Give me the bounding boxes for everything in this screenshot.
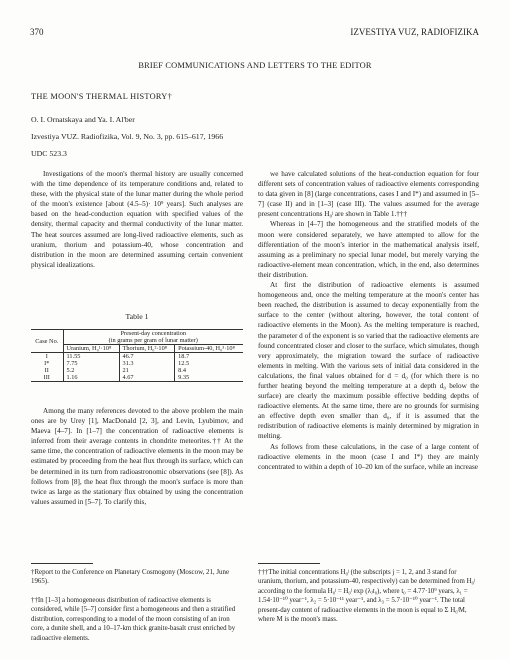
case-header: Case No. (31, 330, 63, 353)
footnote-conference: †Report to the Conference on Planetary Cosmogony (Moscow, 21, June 1965). (31, 569, 230, 586)
paragraph: Whereas in [4–7] the homogeneous and the stratified models of the moon were considered separately, we have attempted to allow for the differentiation of the moon's interior in the mathematical analysis itself, assuming as a preliminary no special lunar model, but merely varying the radioactive-element mean concentration, which, in the end, also determines their distribution. (258, 220, 479, 279)
left-column-top (31, 169, 243, 270)
concentration-table (31, 329, 243, 382)
table-row: II 5.2 21 8.4 (31, 367, 243, 374)
table-row: I* 7.75 31.3 12.5 (31, 360, 243, 367)
authors: O. I. Ornatskaya and Ya. I. Al'ber (31, 115, 135, 124)
table-1 (31, 312, 243, 392)
group-header: Present-day concentration (in grams per gram of lunar matter) (63, 330, 243, 345)
paragraph: Investigations of the moon's thermal history are usually concerned with the time dependence of its temperature conditions and, related to these, with the physical state of the lunar matter during the whole period of the moon's existence [about (4.5–5)· 10⁹ years]. Such analyses are based on the head-conduction equation with specified values of the density, thermal capacity and thermal conductivity of the lunar matter. The heat sources assumed are long-lived radioactive elements, such as uranium, thorium and potassium-40, whose concentration and distribution in the moon are determined assuming certain convenient physical idealizations. (31, 170, 243, 269)
left-column-bottom (31, 406, 243, 507)
col-header-potassium: Potassium-40, H₀³·10⁸ (175, 345, 243, 353)
udc-code: UDC 523.3 (31, 149, 67, 158)
section-title: BRIEF COMMUNICATIONS AND LETTERS TO THE EDITOR (138, 61, 372, 70)
col-header-uranium: Uranium, H₀¹·10⁸ (63, 345, 119, 353)
paragraph: As follows from these calculations, in the case of a large content of radioactive elements in the moon (case I and I*) they are mainly concentrated to within a depth of 10–20 km of the surface, while an increase (258, 442, 479, 471)
table-row: III 1.16 4.67 9.35 (31, 374, 243, 382)
running-head: IZVESTIYA VUZ, RADIOFIZIKA (350, 27, 479, 37)
footnote-rule (31, 563, 93, 564)
paragraph: we have calculated solutions of the heat-conduction equation for four different sets of concentration values of radioactive elements corresponding to data given in [8] (large concentrations, cases I and I*) and assumed in [5–7] (case II) and in [1–3] (case III). The values assumed for the average present concentrations H₀ʲ are shown in Table 1.††† (258, 170, 479, 219)
page-number: 370 (30, 27, 44, 37)
col-header-thorium: Thorium, H₀²·10⁸ (119, 345, 175, 353)
table-caption: Table 1 (125, 312, 149, 321)
table-row: I 11.55 46.7 18.7 (31, 353, 243, 361)
article-title: THE MOON'S THERMAL HISTORY† (31, 92, 173, 101)
right-column (258, 169, 479, 472)
paragraph: Among the many references devoted to the above problem the main ones are by Urey [1], MacDonald [2, 3], and Levin, Lyubimov, and Maeva [4–7]. In [1–7] the concentration of radioactive elements is inferred from their average contents in chondrite meteorites.†† At the same time, the concentration of radioactive elements in the moon may be estimated by proceeding from the heat flux through its surface, which can be determined in its turn from radioastronomic observations (see [8]). As follows from [8], the heat flux through the moon's surface is more than twice as large as the stationary flux obtained by using the concentration values assumed in [5–7]. To clarify this, (31, 407, 243, 506)
footnote-distribution: ††In [1–3] a homogeneous distribution of radioactive elements is considered, while [5–7] consider first a homogeneous and then a stratified distribution, corresponding to a model of the moon consisting of an iron core, a dunite shell, and a 10–17-km thick granite-basalt crust enriched by radioactive elements. (31, 597, 236, 642)
paragraph: At first the distribution of radioactive elements is assumed homogeneous and, once the melting temperature at the moon's center has been reached, the distribution is assumed to decay exponentially from the surface to the center (without altering, however, the total content of radioactive elements in the Moon). As the melting temperature is reached, the parameter d of the exponent is so varied that the radioactive elements are found concentrated closer and closer to the surface, which simulates, though very approximately, the migration toward the surface of radioactive elements in melting. With the various sets of initial data considered in the calculations, the final values obtained for d = d₀ (for which there is no further heating beyond the melting temperature at a depth d₀ below the surface) are clearly the maximum possible effective bedding depths of radioactive elements. At the same time, there are no grounds for surmising an effective depth even smaller than d₀, if it is assumed that the redistribution of radioactive elements is mainly determined by migration in melting. (258, 281, 479, 441)
footnote-initial-concentrations: †††The initial concentrations H₀ʲ (the subscripts j = 1, 2, and 3 stand for uranium, thorium, and potassium-40, respectively) can be determined from H₀ʲ according to the formula H₀ʲ = H₀ʲ exp (λⱼt₀), where t₀ = 4.77·10⁹ years, λ₁ = 1.54·10⁻¹⁰ year⁻¹, λ₂ = 5·10⁻¹¹ year⁻¹, and λ₃ = 5.7·10⁻¹⁰ year⁻¹. The total present-day content of radioactive elements in the moon is equal to Σ H₀ʲM, where M is the moon's mass. (258, 569, 476, 624)
footnote-rule (258, 563, 320, 564)
citation: Izvestiya VUZ. Radiofizika, Vol. 9, No. 3, pp. 615–617, 1966 (31, 132, 224, 141)
